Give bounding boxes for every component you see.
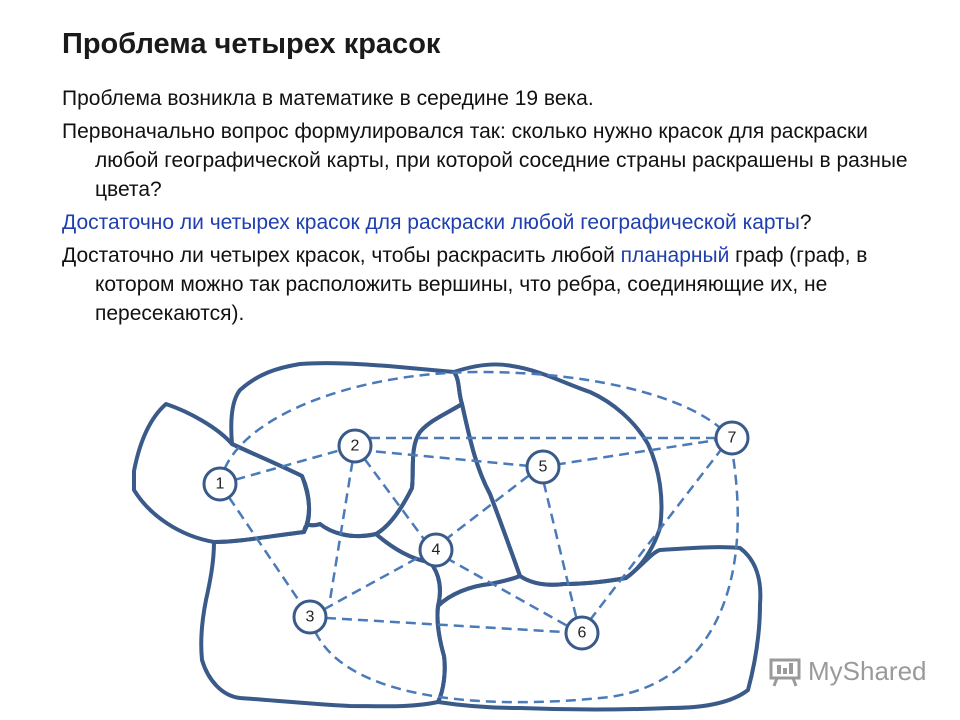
node-label-6: 6: [577, 624, 587, 642]
node-label-3: 3: [305, 608, 315, 626]
question-mark: ?: [799, 211, 812, 234]
edge-3-6: [310, 617, 580, 633]
planar-definition: граф (граф, в котором можно так расположить вершины, что ребра, соединяющие их, не пересекаются).: [95, 244, 868, 325]
edge-4-6: [432, 550, 580, 633]
node-7: [716, 422, 748, 454]
four-colors-question: Достаточно ли четырех красок для раскраски любой географической карты: [62, 211, 800, 234]
node-label-1: 1: [215, 475, 225, 493]
node-1: [204, 468, 236, 500]
node-6: [566, 617, 598, 649]
node-3: [294, 601, 326, 633]
node-label-7: 7: [727, 429, 737, 447]
edge-2-5: [360, 450, 540, 467]
slide-title: Проблема четырех красок: [62, 28, 441, 60]
paragraph-question: Первоначально вопрос формулировался так: сколько нужно красок для раскраски любой географической карты, при которой соседние страны раскрашены в разные цвета?: [62, 120, 908, 201]
node-label-2: 2: [350, 437, 360, 455]
edge-3-4: [310, 550, 432, 617]
edge-2-3: [330, 446, 355, 600]
edge-5-6: [540, 467, 580, 633]
watermark-text: MyShared: [808, 656, 927, 686]
edge-5-7: [540, 438, 730, 467]
node-4: [420, 534, 452, 566]
edge-1-3: [220, 484, 310, 617]
edge-3-7-arc: [310, 438, 738, 702]
node-5: [527, 451, 559, 483]
presentation-board-icon: [768, 657, 802, 687]
node-2: [339, 430, 371, 462]
planar-term: планарный: [620, 244, 730, 267]
watermark: [768, 656, 927, 687]
graph-edges: [220, 372, 738, 702]
node-label-4: 4: [431, 541, 441, 559]
paragraph-origin: Проблема возникла в математике в середине 19 века.: [62, 87, 594, 110]
node-label-5: 5: [538, 458, 548, 476]
edge-1-2: [220, 446, 355, 484]
edge-1-7-arc: [220, 372, 730, 484]
planar-intro: Достаточно ли четырех красок, чтобы раскрасить любой: [62, 244, 621, 267]
